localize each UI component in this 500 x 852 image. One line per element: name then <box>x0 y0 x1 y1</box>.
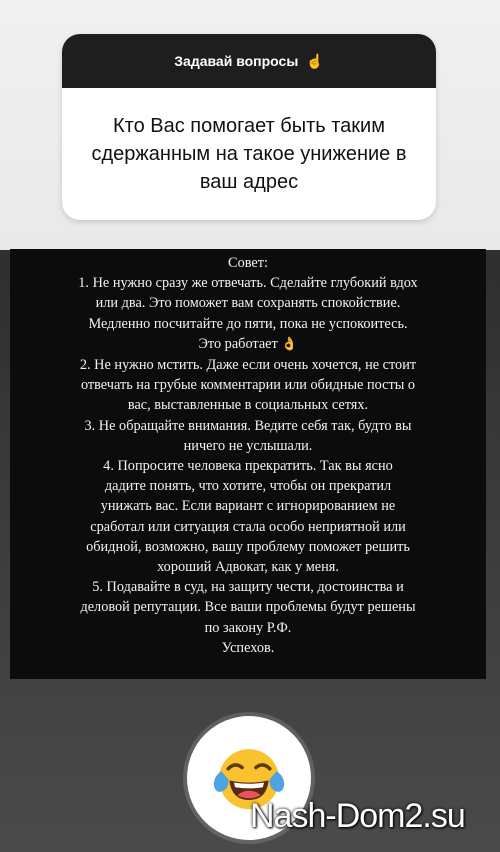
advice-closing: Успехов. <box>221 639 275 656</box>
advice-line-with-icon <box>16 334 480 355</box>
advice-line: ничего не услышали. <box>183 437 313 454</box>
advice-line: 1. Не нужно сразу же отвечать. Сделайте глубокий вдох <box>78 275 418 292</box>
advice-line: 4. Попросите человека прекратить. Так вы ясно <box>103 458 393 475</box>
advice-line: хороший Адвокат, как у меня. <box>157 559 339 576</box>
advice-line: унижать вас. Если вариант с игнорированием не <box>100 498 396 515</box>
question-sticker-header <box>62 34 436 88</box>
question-text: Кто Вас помогает быть таким сдержанным на такое унижение в ваш адрес <box>91 115 407 193</box>
advice-line: 3. Не обращайте внимания. Ведите себя так, будто вы <box>84 417 412 434</box>
advice-line: 5. Подавайте в суд, на защиту чести, достоинства и <box>92 579 404 596</box>
ok-hand-icon: 👌 <box>281 336 298 352</box>
advice-line: вас, выставленные в социальных сетях. <box>127 397 369 414</box>
advice-line: Медленно посчитайте до пяти, пока не успокоитесь. <box>88 315 408 332</box>
advice-line: 2. Не нужно мстить. Даже если очень хочется, не стоит <box>79 357 417 374</box>
watermark: Nash-Dom2.su <box>250 797 465 835</box>
advice-line: дадите понять, что хотите, чтобы он прекратил <box>104 478 392 495</box>
advice-line: обидной, возможно, вашу проблему поможет решить <box>86 538 410 555</box>
question-sticker-title: Задавай вопросы <box>174 53 299 69</box>
question-sticker[interactable] <box>62 34 436 220</box>
advice-line: сработал или ситуация стала особо неприятной или <box>90 518 406 535</box>
advice-text-block <box>10 249 486 679</box>
advice-line: деловой репутации. Все ваши проблемы будут решены <box>80 599 416 616</box>
advice-line: по закону Р.Ф. <box>204 619 292 636</box>
advice-line: или два. Это поможет вам сохранять спокойствие. <box>95 295 401 312</box>
pointing-hand-icon: ☝ <box>306 53 324 69</box>
advice-heading: Совет: <box>228 255 268 271</box>
advice-line-text: Это работает <box>198 335 278 352</box>
advice-line: отвечать на грубые комментарии или обидные посты о <box>80 377 416 394</box>
